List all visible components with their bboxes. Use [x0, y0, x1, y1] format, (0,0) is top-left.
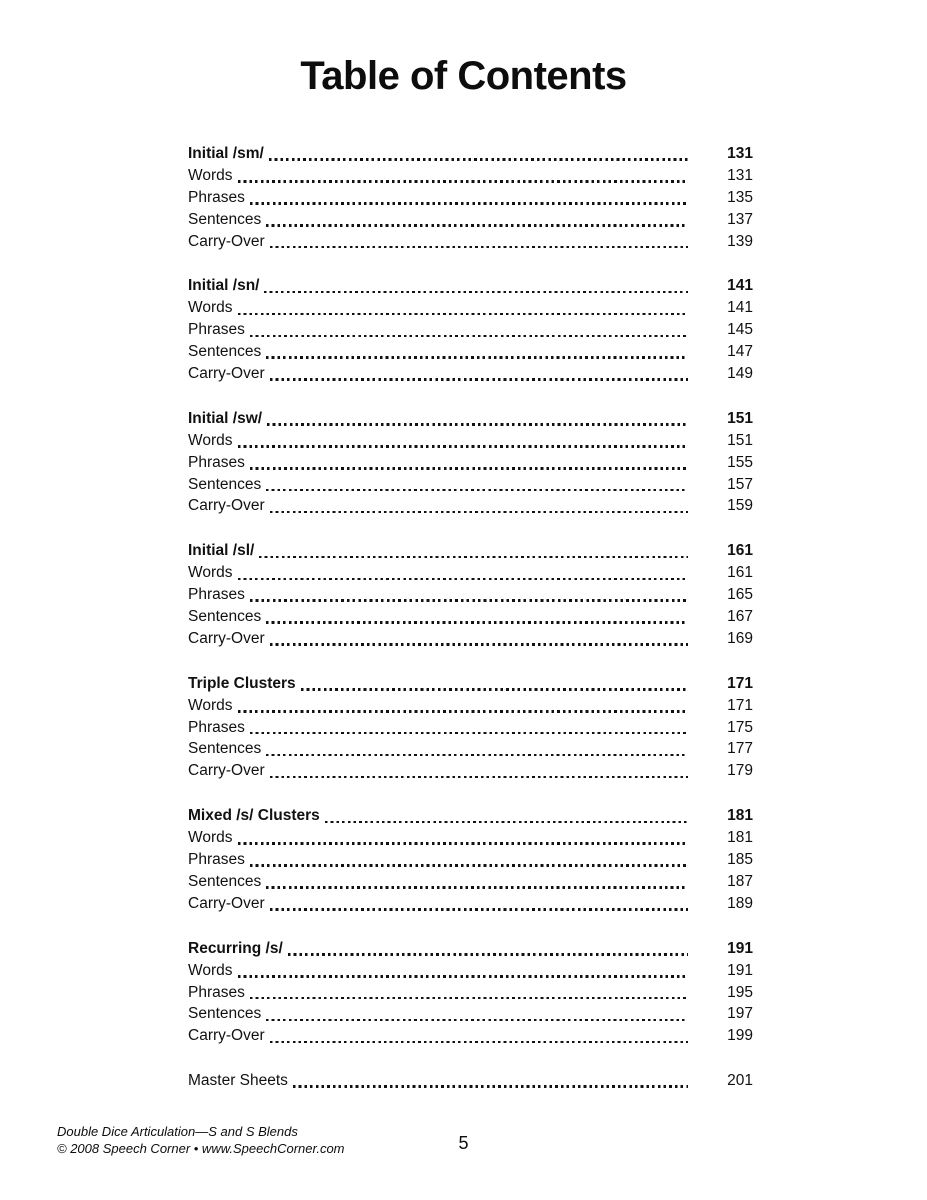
- toc-entry-label: Carry-Over: [188, 365, 265, 383]
- dot-leader: [270, 908, 688, 911]
- dot-leader: [270, 511, 688, 514]
- dot-leader: [238, 842, 688, 845]
- dot-leader: [266, 356, 688, 359]
- toc-page-number: 131: [727, 166, 753, 184]
- toc-entry-label: Carry-Over: [188, 232, 265, 250]
- dot-leader: [270, 378, 688, 381]
- toc-entry-row: [188, 760, 753, 782]
- toc-section-heading-row: [188, 938, 753, 960]
- toc-page-number: 191: [727, 939, 753, 957]
- toc-section-heading-row: [188, 1070, 753, 1092]
- toc-section: [188, 143, 753, 252]
- dot-leader: [250, 599, 688, 602]
- dot-leader: [266, 621, 688, 624]
- toc-entry-row: [188, 562, 753, 584]
- toc-section-title: Initial /sw/: [188, 409, 263, 427]
- toc-entry-label: Phrases: [188, 321, 245, 339]
- dot-leader: [238, 445, 688, 448]
- toc-entry-row: [188, 430, 753, 452]
- toc-entry-row: [188, 871, 753, 893]
- toc-section-title: Recurring /s/: [188, 939, 283, 957]
- toc-section-title: Triple Clusters: [188, 674, 296, 692]
- dot-leader: [288, 953, 688, 956]
- toc-page-number: 147: [727, 343, 753, 361]
- toc-entry-label: Words: [188, 696, 233, 714]
- dot-leader: [250, 202, 688, 205]
- dot-leader: [264, 291, 688, 294]
- toc-entry-row: [188, 893, 753, 915]
- toc-entry-row: [188, 982, 753, 1004]
- toc-entry-label: Sentences: [188, 608, 262, 626]
- toc-entry-row: [188, 209, 753, 231]
- toc-page-number: 199: [727, 1027, 753, 1045]
- dot-leader: [301, 688, 688, 691]
- toc-page-number: 161: [727, 564, 753, 582]
- dot-leader: [238, 710, 688, 713]
- dot-leader: [250, 732, 688, 735]
- dot-leader: [270, 246, 688, 249]
- toc-page-number: 149: [727, 365, 753, 383]
- dot-leader: [325, 821, 688, 824]
- toc-entry-label: Words: [188, 829, 233, 847]
- dot-leader: [293, 1085, 688, 1088]
- page-footer: [57, 1124, 870, 1157]
- toc-page-number: 151: [727, 431, 753, 449]
- toc-entry-row: [188, 319, 753, 341]
- toc-page-number: 187: [727, 872, 753, 890]
- toc-entry-label: Sentences: [188, 872, 262, 890]
- page-title: Table of Contents: [300, 54, 627, 98]
- toc-section-title: Initial /sl/: [188, 542, 255, 560]
- dot-leader: [266, 224, 688, 227]
- dot-leader: [238, 975, 688, 978]
- dot-leader: [270, 776, 688, 779]
- toc-entry-row: [188, 628, 753, 650]
- toc-page-number: 171: [727, 674, 753, 692]
- toc-page-number: 197: [727, 1005, 753, 1023]
- toc-page-number: 157: [727, 475, 753, 493]
- toc-entry-row: [188, 495, 753, 517]
- dot-leader: [250, 997, 688, 1000]
- toc-page-number: 189: [727, 894, 753, 912]
- table-of-contents: [188, 143, 753, 1092]
- toc-page-number: 181: [727, 807, 753, 825]
- dot-leader: [250, 864, 688, 867]
- toc-entry-row: [188, 187, 753, 209]
- toc-section-heading-row: [188, 805, 753, 827]
- toc-entry-label: Words: [188, 299, 233, 317]
- toc-entry-label: Words: [188, 431, 233, 449]
- toc-entry-label: Sentences: [188, 740, 262, 758]
- toc-section-heading-row: [188, 143, 753, 165]
- toc-entry-label: Phrases: [188, 851, 245, 869]
- toc-page-number: 141: [727, 277, 753, 295]
- toc-page-number: 139: [727, 232, 753, 250]
- toc-entry-label: Sentences: [188, 210, 262, 228]
- toc-page-number: 191: [727, 961, 753, 979]
- toc-page-number: 151: [727, 409, 753, 427]
- toc-section: [188, 408, 753, 517]
- toc-page-number: 161: [727, 542, 753, 560]
- dot-leader: [266, 489, 688, 492]
- dot-leader: [266, 1019, 688, 1022]
- dot-leader: [267, 423, 688, 426]
- toc-page-number: 165: [727, 586, 753, 604]
- toc-entry-row: [188, 849, 753, 871]
- toc-entry-label: Carry-Over: [188, 762, 265, 780]
- toc-entry-label: Phrases: [188, 718, 245, 736]
- toc-page-number: 179: [727, 762, 753, 780]
- toc-entry-row: [188, 695, 753, 717]
- toc-entry-row: [188, 297, 753, 319]
- footer-text-block: [57, 1124, 870, 1157]
- toc-entry-row: [188, 1025, 753, 1047]
- toc-page-number: 177: [727, 740, 753, 758]
- toc-entry-label: Phrases: [188, 453, 245, 471]
- toc-entry-label: Carry-Over: [188, 894, 265, 912]
- toc-entry-row: [188, 165, 753, 187]
- toc-section-heading-row: [188, 540, 753, 562]
- toc-section-title: Mixed /s/ Clusters: [188, 807, 320, 825]
- toc-section: [188, 938, 753, 1047]
- toc-section: [188, 673, 753, 782]
- dot-leader: [259, 556, 688, 559]
- dot-leader: [266, 754, 688, 757]
- toc-entry-label: Phrases: [188, 188, 245, 206]
- toc-section-title: Master Sheets: [188, 1072, 288, 1090]
- toc-page-number: 195: [727, 983, 753, 1001]
- toc-entry-row: [188, 474, 753, 496]
- toc-entry-label: Phrases: [188, 983, 245, 1001]
- dot-leader: [238, 578, 688, 581]
- toc-entry-row: [188, 606, 753, 628]
- toc-page-number: 167: [727, 608, 753, 626]
- toc-page-number: 135: [727, 188, 753, 206]
- toc-entry-label: Carry-Over: [188, 1027, 265, 1045]
- toc-entry-row: [188, 363, 753, 385]
- toc-entry-row: [188, 341, 753, 363]
- dot-leader: [250, 335, 688, 338]
- toc-entry-label: Carry-Over: [188, 497, 265, 515]
- toc-page-number: 181: [727, 829, 753, 847]
- toc-page-number: 137: [727, 210, 753, 228]
- dot-leader: [270, 643, 688, 646]
- toc-page-number: 171: [727, 696, 753, 714]
- toc-section-heading-row: [188, 408, 753, 430]
- page-number: 5: [458, 1133, 469, 1153]
- toc-entry-row: [188, 960, 753, 982]
- toc-entry-label: Words: [188, 166, 233, 184]
- toc-section-heading-row: [188, 673, 753, 695]
- toc-entry-row: [188, 231, 753, 253]
- toc-page-number: 159: [727, 497, 753, 515]
- toc-page-number: 155: [727, 453, 753, 471]
- toc-entry-row: [188, 827, 753, 849]
- toc-entry-row: [188, 452, 753, 474]
- toc-page-number: 141: [727, 299, 753, 317]
- toc-entry-row: [188, 717, 753, 739]
- toc-section: [188, 540, 753, 649]
- toc-entry-label: Carry-Over: [188, 629, 265, 647]
- toc-section-title: Initial /sn/: [188, 277, 260, 295]
- toc-entry-row: [188, 584, 753, 606]
- toc-entry-label: Phrases: [188, 586, 245, 604]
- toc-page-number: 169: [727, 629, 753, 647]
- dot-leader: [266, 886, 688, 889]
- toc-entry-row: [188, 1003, 753, 1025]
- toc-entry-row: [188, 738, 753, 760]
- dot-leader: [270, 1041, 688, 1044]
- toc-section: [188, 275, 753, 384]
- dot-leader: [238, 313, 688, 316]
- dot-leader: [250, 467, 688, 470]
- toc-entry-label: Sentences: [188, 1005, 262, 1023]
- toc-page-number: 185: [727, 851, 753, 869]
- footer-book-title: Double Dice Articulation—S and S Blends: [57, 1124, 298, 1139]
- toc-page-number: 201: [727, 1072, 753, 1090]
- toc-section: [188, 1070, 753, 1092]
- footer-copyright: © 2008 Speech Corner • www.SpeechCorner.com: [57, 1140, 345, 1156]
- toc-page-number: 145: [727, 321, 753, 339]
- toc-page-number: 131: [727, 145, 753, 162]
- dot-leader: [238, 180, 688, 183]
- toc-entry-label: Words: [188, 564, 233, 582]
- toc-section-title: Initial /sm/: [188, 145, 264, 162]
- dot-leader: [269, 158, 688, 161]
- toc-section: [188, 805, 753, 914]
- toc-page-number: 175: [727, 718, 753, 736]
- toc-entry-label: Sentences: [188, 343, 262, 361]
- toc-entry-label: Words: [188, 961, 233, 979]
- toc-section-heading-row: [188, 275, 753, 297]
- toc-entry-label: Sentences: [188, 475, 262, 493]
